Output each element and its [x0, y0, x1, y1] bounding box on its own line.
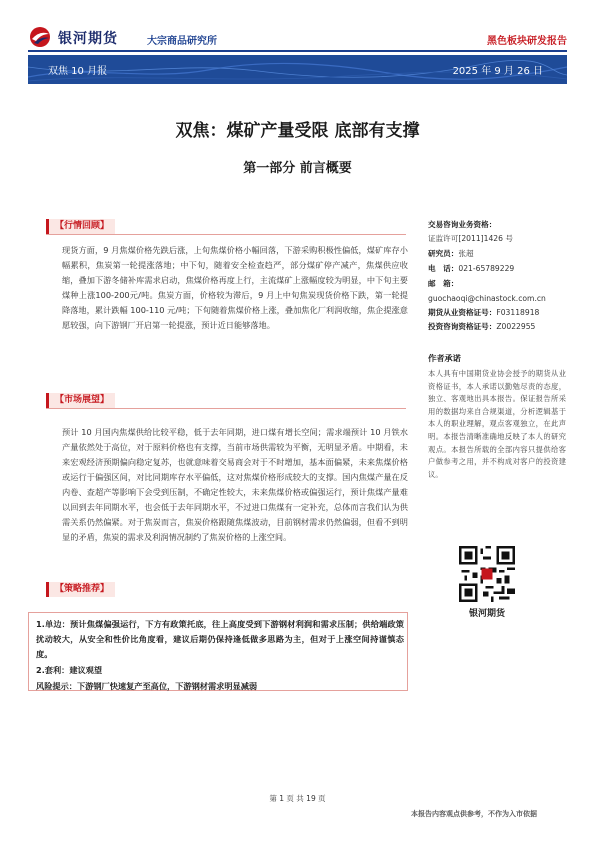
email-value[interactable]: guochaoqi@chinastock.com.cn: [428, 294, 546, 303]
qualification-value: 证监许可[2011]1426 号: [428, 234, 513, 243]
outlook-tag: 【市场展望】: [46, 393, 115, 408]
phone: 电 话：021-65789229: [428, 264, 515, 273]
strategy-tag: 【策略推荐】: [46, 582, 115, 597]
company-name: 银河期货: [58, 31, 118, 47]
statement-text: 本人具有中国期货业协会授予的期货从业资格证书，本人承诺以勤勉尽责的态度，独立、客观地出具本报告。保证报告所采用的数据均来自合规渠道，分析逻辑基于本人的职业理解，观点客观独立，在此声明。本报告清晰准确地反映了本人的研究观点。本报告所载的全部内容只提供给客户做参考之用，并不构成对客户的投资建议。: [428, 369, 566, 479]
review-rule: [46, 234, 406, 235]
outlook-rule: [46, 408, 406, 409]
advisory-cert: 投资咨询资格证号：Z0022955: [428, 322, 536, 331]
section-title: 第一部分 前言概要: [243, 161, 352, 176]
galaxy-logo-icon: [29, 26, 51, 48]
qr-caption: 银河期货: [468, 609, 505, 619]
futures-cert: 期货从业资格证号：F03118918: [428, 308, 540, 317]
review-tag: 【行情回顾】: [46, 219, 115, 234]
report-date: 2025 年 9 月 26 日: [452, 66, 543, 77]
report-title: 双焦：煤矿产量受限 底部有支撑: [175, 121, 420, 141]
page-number: 第 1 页 共 19 页: [269, 794, 326, 803]
risk-warning: 风险提示：下游钢厂快速复产至高位，下游钢材需求明显减弱: [36, 681, 258, 691]
researcher: 研究员：张超: [428, 249, 474, 258]
outlook-text: 预计 10 月国内焦煤供给比较平稳，低于去年同期，进口煤有增长空间；需求端预计 10 月铁水产量依然处于高位，对于原料价格也有支撑，当前市场供需较为平衡，无明显矛盾。中期看，未来宏观经济预期偏向稳定复苏，也就意味着交易商会对于不时增加，基本面偏紧，未来焦煤价格或运行于偏强区间，对比同期库存水平偏低，这对焦煤价格形成较大的支撑。国内焦煤产量在反内卷、查超产等影响下会受到压制，不确定性较大，未来焦煤价格或偏强运行，预计焦煤产量难以回到去年同期水平，也会低于去年同期水平，不过进口焦煤有一定补充，总体而言我们认为供需关系仍然偏紧。对于焦炭而言，焦炭价格跟随焦煤波动，目前钢材需求仍然偏弱，但看不到明显的矛盾，焦炭的需求及利润情况制约了焦炭价格的上涨空间。: [62, 427, 408, 542]
review-text: 现货方面，9 月焦煤价格先跌后涨，上旬焦煤价格小幅回落，下游采购积极性偏低，煤矿库存小幅累积，焦炭第一轮提涨落地；中下旬，随着安全检查趋严，部分煤矿停产减产，焦煤供应收缩，叠加下游冬储补库需求启动，焦煤价格再度上行，主流煤矿上涨幅度较为明显，中下旬主要煤种上涨100-200元/吨。焦炭方面，价格较为滞后，9 月上中旬焦炭现货价格下跌，第一轮提降落地，累计跌幅 100-110 元/吨；下旬随着焦煤价格上涨，叠加焦化厂利润收缩，焦企提涨意愿较强，向下游钢厂开启第一轮提涨，预计近日能够落地。: [62, 245, 408, 330]
header-divider: [28, 50, 567, 52]
report-type: 双焦 10 月报: [48, 66, 108, 77]
email-label: 邮 箱：: [428, 279, 459, 288]
statement-heading: 作者承诺: [428, 353, 461, 363]
strategy-item-2: 2.套利：建议观望: [36, 665, 103, 675]
strategy-item-1: 1.单边：预计焦煤偏强运行，下方有政策托底，往上高度受到下游钢材利润和需求压制；供给端政策扰动较大，从安全和性价比角度看，建议后期仍保持逢低做多思路为主，但对于上涨空间持谨慎态度。: [36, 619, 404, 659]
report-series: 黑色板块研发报告: [487, 36, 567, 47]
qr-code-icon: [459, 546, 515, 602]
qualification-label: 交易咨询业务资格：: [428, 220, 497, 229]
disclaimer: 本报告内容观点供参考，不作为入市依据: [411, 810, 537, 818]
institute-name: 大宗商品研究所: [147, 36, 217, 47]
